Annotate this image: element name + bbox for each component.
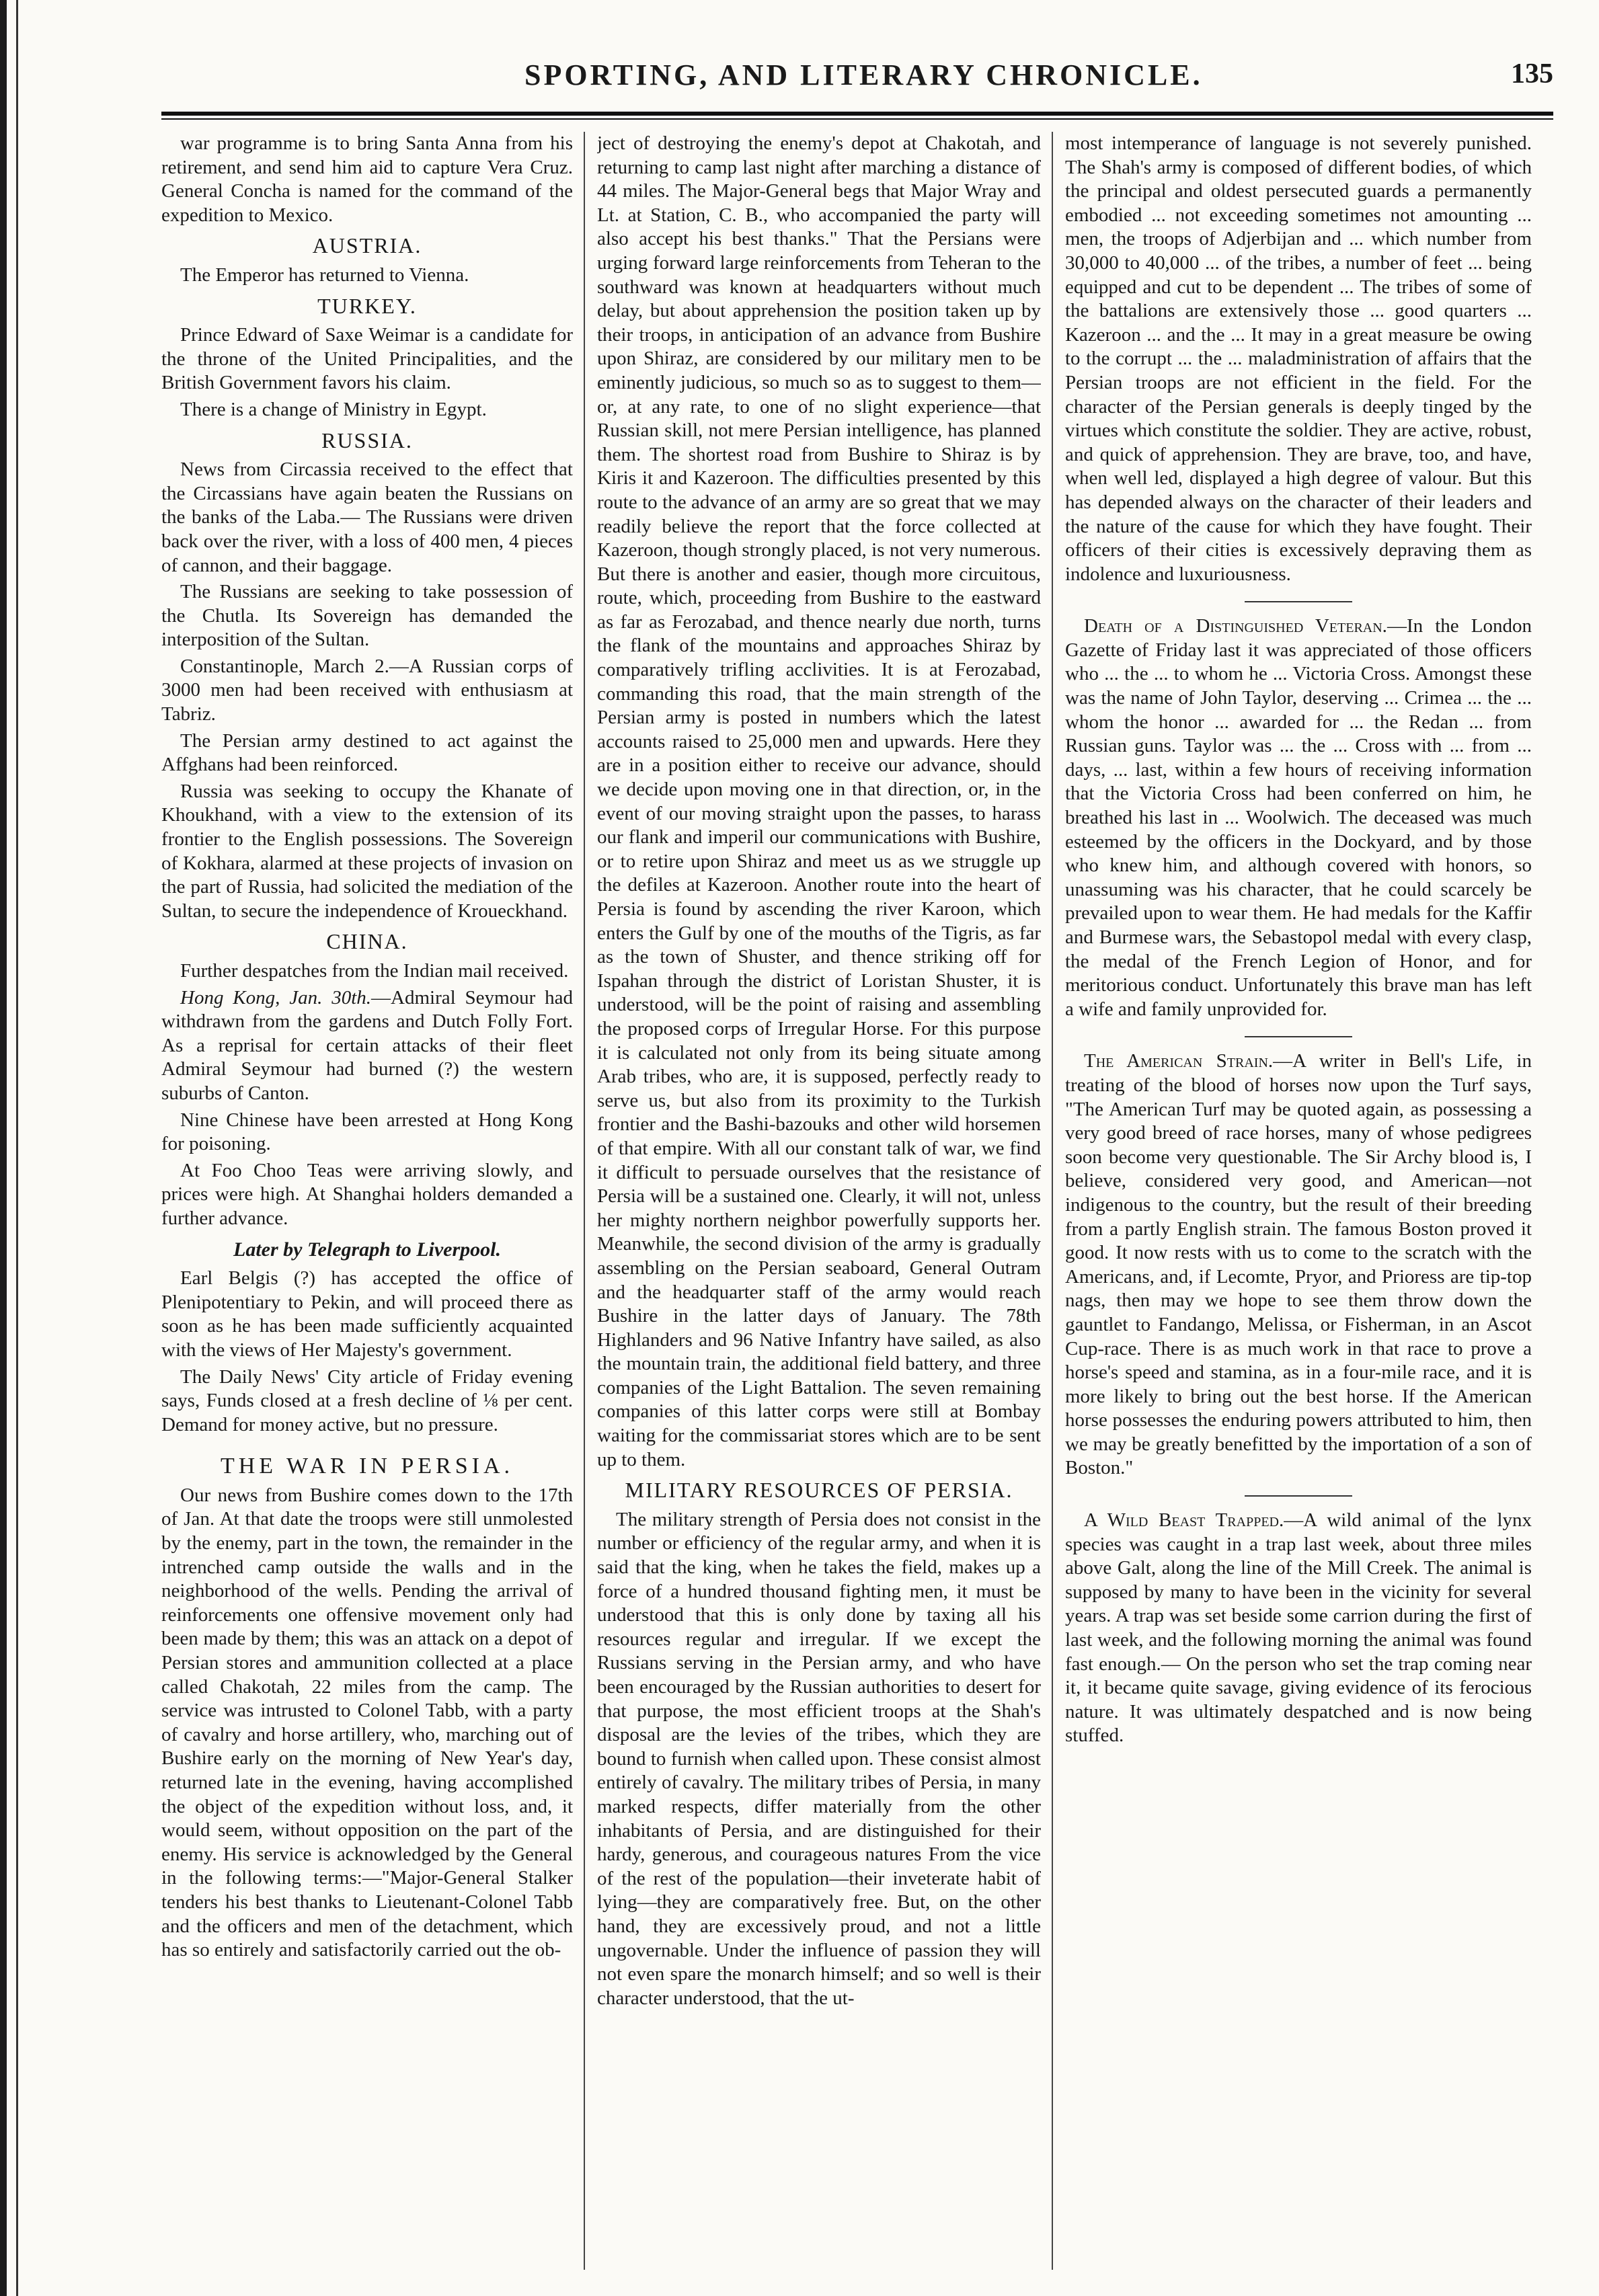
paragraph — [597, 132, 1041, 1472]
running-title: SPORTING, AND LITERARY CHRONICLE. — [524, 58, 1203, 91]
paragraph — [161, 729, 573, 777]
column-divider-2 — [1052, 132, 1053, 2270]
paragraph — [1065, 132, 1532, 586]
section-heading: CHINA. — [326, 929, 408, 954]
paragraph — [161, 1159, 573, 1231]
dateline: Hong Kong, Jan. 30th. — [180, 986, 372, 1008]
paragraph-text: The Russians are seeking to take possession of the Chutla. Its Sovereign has demanded the interposition of the Sultan. — [161, 581, 573, 651]
paragraph-text: —A wild animal of the lynx species was caught in a trap last week, about three miles above Galt, along the line of the Mill Creek. The animal is supposed by many to have been in the vicinity for several years. A trap was set beside some carrion during the first of last week, and the following morning the animal was found fast enough.— On the person who set the trap coming near it, it became quite savage, giving evidence of its ferocious nature. It was ultimately despatched and is now being stuffed. — [1065, 1509, 1532, 1747]
paragraph-text: Earl Belgis (?) has accepted the office of Plenipotentiary to Pekin, and will proceed there as soon as he has been made sufficiently acquainted with the views of Her Majesty's government. — [161, 1267, 573, 1361]
paragraph-text: Nine Chinese have been arrested at Hong Kong for poisoning. — [161, 1109, 573, 1155]
column-1 — [161, 132, 573, 2270]
paragraph-text: There is a change of Ministry in Egypt. — [180, 398, 487, 420]
header-rule-thin — [161, 118, 1553, 120]
column-2 — [597, 132, 1041, 2270]
paragraph — [161, 398, 573, 422]
paragraph — [597, 1508, 1041, 2010]
item-lead: Death of a Distinguished Veteran. — [1084, 615, 1387, 637]
paragraph-text: The Daily News' City article of Friday evening says, Funds closed at a fresh decline of ⅛ per cent. Demand for money active, but no pressure. — [161, 1365, 573, 1435]
item-lead: A Wild Beast Trapped. — [1084, 1509, 1284, 1532]
separator-rule — [1245, 1495, 1352, 1497]
paragraph — [161, 986, 573, 1106]
paragraph-text: —In the London Gazette of Friday last it was appreciated of those officers who ... the ... to whom he ... Victoria Cross. Amongst these was the name of John Taylor, deserving ... Crimea ... the ... whom the honor ... awarded for ... the Redan ... from Russian guns. Taylor was ... the ... Cross with ... from ... days, ... last, within a few hours of receiving information that the Victoria Cross had been conferred on him, he breathed his last in ... Woolwich. The deceased was much esteemed by the officers in the Dockyard, and by those who knew him, and although covered with honors, so unassuming was his character, that he could scarcely be prevailed upon to wear them. He had medals for the Kaffir and Burmese wars, the Sebastopol medal with every clasp, the medal of the French Legion of Honor, and for meritorious conduct. Unfortunately this brave man has left a wife and family unprovided for. — [1065, 615, 1532, 1020]
paragraph — [1065, 1050, 1532, 1480]
paragraph-text: —Admiral Seymour had withdrawn from the gardens and Dutch Folly Fort. As a reprisal for certain attacks of their fleet Admiral Seymour had burned (?) the western suburbs of Canton. — [161, 986, 573, 1104]
subheading: Later by Telegraph to Liverpool. — [233, 1238, 501, 1261]
header-rule — [161, 112, 1553, 116]
paragraph-text: The military strength of Persia does not consist in the number or efficiency of the regular army, and when it is said that the king, when he takes the field, makes up a force of a hundred thousand fighting men, it must be understood that this is only done by taxing all his resources regular and irregular. If we except the Russians serving in the Persian army, and who have been encouraged by the Russian authorities to desert for that purpose, the most efficient troops at the Shah's disposal are the levies of the tribes, which they are bound to furnish when called upon. These consist almost entirely of cavalry. The military tribes of Persia, in many marked respects, differ materially from the other inhabitants of Persia, and are distinguished for their hardy, generous, and courageous natures From the vice of the rest of the population—their inveterate habit of lying—they are comparatively free. But, on the other hand, they are excessively proud, and not a little ungovernable. Under the influence of passion they will not even spare the monarch himself; and so well is their character understood, that the ut- — [597, 1508, 1041, 2009]
paragraph — [161, 458, 573, 578]
column-divider-1 — [584, 132, 585, 2270]
binding-edge — [0, 0, 7, 2296]
paragraph-text: The Emperor has returned to Vienna. — [180, 264, 469, 286]
paragraph-text: Prince Edward of Saxe Weimar is a candidate for the throne of the United Principalities, and the British Government favors his claim. — [161, 324, 573, 394]
paragraph — [161, 580, 573, 652]
paragraph — [161, 1267, 573, 1362]
paragraph — [161, 959, 573, 984]
paragraph — [1065, 615, 1532, 1021]
paragraph — [1065, 1509, 1532, 1748]
paragraph-text: ject of destroying the enemy's depot at Chakotah, and returning to camp last night after marching a distance of 44 miles. The Major-General begs that Major Wray and Lt. at Station, C. B., who accompanied the party will also accept his best thanks." That the Persians were urging forward large reinforcements from Teheran to the southward was known at headquarters without much delay, but about apprehension the position taken up by their troops, in anticipation of an advance from Bushire upon Shiraz, are considered by our military men to be eminently judicious, so much so as to suggest to them—or, at any rate, to one of no slight experience—that Russian skill, not mere Persian intelligence, has planned them. The shortest road from Bushire to Shiraz is by Kiris it and Kazeroon. The difficulties presented by this route to the advance of an army are so great that we may readily believe the report that the force collected at Kazeroon, though strongly placed, is not very numerous. But there is another and easier, though more circuitous, route, which, proceeding from Bushire to the eastward as far as Ferozabad, and thence nearly due north, turns the flank of the mountains and approaches Shiraz by comparatively trifling acclivities. It is at Ferozabad, commanding this road, that the main strength of the Persian army is posted in numbers which the latest accounts raised to 25,000 men and upwards. Here they are in a position either to receive our advance, should we decide upon moving one in that direction, or, in the event of our moving straight upon the passes, to harass our flank and imperil our communications with Bushire, or to retire upon Shiraz and meet us as we struggle up the defiles at Kazeroon. Another route into the heart of Persia is found by ascending the river Karoon, which enters the Gulf by one of the mouths of the Tigris, as far as the town of Shuster, and thence striking off for Ispahan through the district of Loristan Shuster, it is understood, will be the point of raising and assembling the proposed corps of Irregular Horse. For this purpose it is calculated not only from its being situate among Arab tribes, who are, it is supposed, perfectly ready to serve us, but also from its proximity to the Turkish frontier and the Bashi-bazouks and other wild horsemen of that empire. With all our constant talk of war, we find it difficult to persuade ourselves that the resistance of Persia will be a sustained one. Clearly, it will not, unless her mighty northern neighbor powerfully supports her. Meanwhile, the second division of the army is gradually assembling on the Persian seaboard, General Outram and the headquarter staff of the army would reach Bushire in the latter days of January. The 78th Highlanders and 96 Native Infantry have sailed, as also the mountain train, the additional field battery, and three companies of the Light Battalion. The seven remaining companies of this latter corps were still at Bombay waiting for the commissariat stores which are to be sent up to them. — [597, 132, 1041, 1470]
paragraph — [161, 1109, 573, 1156]
paragraph — [161, 1365, 573, 1437]
section-heading: AUSTRIA. — [312, 233, 422, 258]
paragraph-text: —A writer in Bell's Life, in treating of the blood of horses now upon the Turf says, "The American Turf may be quoted again, as possessing a very good breed of race horses, many of whose pedigrees soon become very questionable. The Sir Archy blood is, I believe, considered very good, and American—not indigenous to the country, but the result of their breeding from a partly English strain. The famous Boston proved it good. It now rests with us to come to the scratch with the Americans, and, if Lecomte, Pryor, and Prioress are tip-top nags, then may we hope to see them throw down the gauntlet to Fandango, Melissa, or Fisherman, in an Ascot Cup-race. There is as much work in that race to prove a horse's speed and stamina, as in a four-mile race, and it is more likely to bring out the best horse. If the American horse possesses the enduring powers attributed to him, then we may be greatly benefitted by the importation of a son of Boston." — [1065, 1050, 1532, 1479]
separator-rule — [1245, 601, 1352, 602]
paragraph-text: Russia was seeking to occupy the Khanate of Khoukhand, with a view to the extension of its frontier to the English possessions. The Sovereign of Kokhara, alarmed at these projects of invasion on the part of Russia, had solicited the mediation of the Sultan, to secure the independence of Kroueckhand. — [161, 780, 573, 922]
paragraph — [161, 780, 573, 924]
section-heading: MILITARY RESOURCES OF PERSIA. — [625, 1478, 1013, 1503]
page-header — [161, 58, 1553, 105]
paragraph-text: Further despatches from the Indian mail received. — [180, 960, 569, 982]
paragraph — [161, 655, 573, 727]
paragraph-text: Our news from Bushire comes down to the 17th of Jan. At that date the troops were still unmolested by the enemy, part in the town, the remainder in the intrenched camp outside the walls and in the neighborhood of the wells. Pending the arrival of reinforcements one offensive movement only had been made by them; this was an attack on a depot of Persian stores and ammunition collected at a place called Chakotah, 22 miles from the camp. The service was intrusted to Colonel Tabb, with a party of cavalry and horse artillery, who, marching out of Bushire early on the morning of New Year's day, returned late in the evening, having accomplished the object of the expedition without loss, and, it would seem, without opposition on the part of the enemy. His service is acknowledged by the General in the following terms:—"Major-General Stalker tenders his best thanks to Lieutenant-Colonel Tabb and the officers and men of the detachment, which has so entirely and satisfactorily carried out the ob- — [161, 1484, 573, 1961]
article-heading: THE WAR IN PERSIA. — [220, 1454, 514, 1479]
paragraph — [161, 132, 573, 227]
paragraph-text: The Persian army destined to act against the Affghans had been reinforced. — [161, 729, 573, 776]
paragraph — [161, 1484, 573, 1963]
section-heading: RUSSIA. — [321, 428, 413, 452]
separator-rule — [1245, 1036, 1352, 1037]
paragraph — [161, 323, 573, 395]
paragraph-text: At Foo Choo Teas were arriving slowly, and prices were high. At Shanghai holders demanded a further advance. — [161, 1159, 573, 1229]
paragraph-text: News from Circassia received to the effect that the Circassians have again beaten the Russians on the banks of the Laba.— The Russians were driven back over the river, with a loss of 400 men, 4 pieces of cannon, and their baggage. — [161, 459, 573, 576]
column-3 — [1065, 132, 1532, 2270]
page-number: 135 — [1511, 58, 1553, 89]
paragraph-text: Constantinople, March 2.—A Russian corps of 3000 men had been received with enthusiasm at Tabriz. — [161, 655, 573, 725]
item-lead: The American Strain. — [1084, 1050, 1274, 1072]
paragraph-text: most intemperance of language is not severely punished. The Shah's army is composed of different bodies, of which the principal and oldest persecuted guards a permanently embodied ... not exceeding sometimes not amounting ... men, the troops of Adjerbijan and ... which number from 30,000 to 40,000 ... of the tribes, a number of feet ... being equipped and cut to be dependent ... The tribes of some of the battalions are extensively those ... good quarters ... Kazeroon ... and the ... It may in a great measure be owing to the corrupt ... the ... maladministration of affairs that the Persian troops are not efficient in the field. For the character of the Persian generals is deeply tinged by the virtues which constitute the soldier. They are active, robust, and quick of apprehension. They are brave, too, and have, when well led, displayed a high degree of valour. But this has depended always on the character of their leaders and the nature of the cause for which they have fought. Their officers of their cities is excessively depraving them as indolence and luxuriousness. — [1065, 132, 1532, 585]
paragraph-text: war programme is to bring Santa Anna from his retirement, and send him aid to capture Vera Cruz. General Concha is named for the command of the expedition to Mexico. — [161, 132, 573, 226]
section-heading: TURKEY. — [317, 293, 417, 318]
paragraph — [161, 264, 573, 288]
binding-edge-inner — [16, 0, 18, 2296]
